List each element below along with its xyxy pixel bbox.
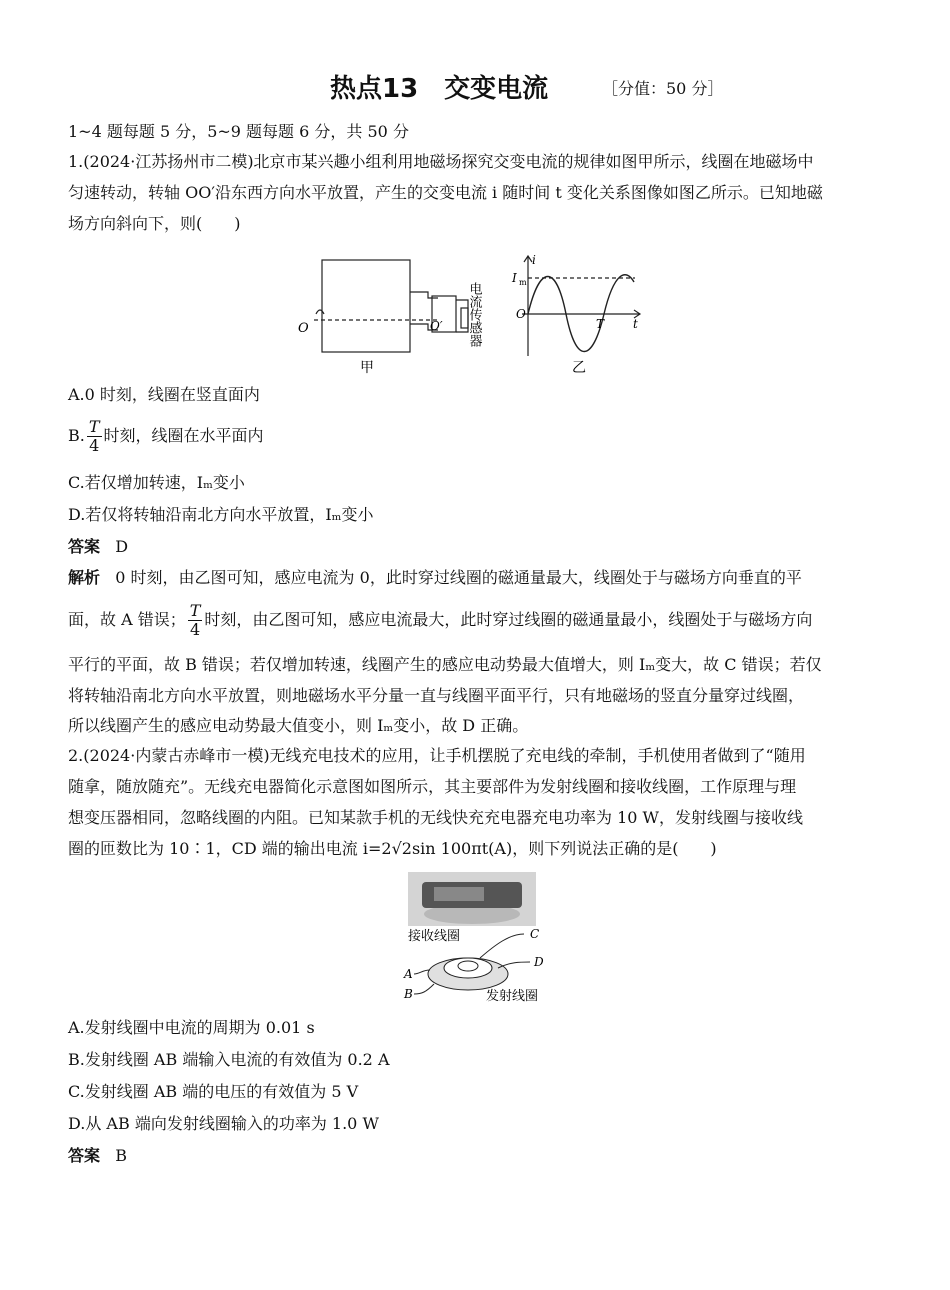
coil-core	[458, 961, 478, 971]
label-Oprime: O′	[430, 319, 443, 333]
wire-b	[414, 984, 434, 994]
q2-stem-line2: 随拿，随放随充”。无线充电器简化示意图如图所示，其主要部件为发射线圈和接收线圈，工作原理与理	[68, 777, 797, 796]
frac-den: 4	[189, 620, 201, 639]
q1-explanation-line5: 所以线圈产生的感应电动势最大值变小，则 Iₘ变小，故 D 正确。	[68, 716, 529, 735]
q1-option-a: A.0 时刻，线圈在竖直面内	[68, 385, 260, 404]
label-i: i	[532, 253, 536, 267]
figure-yi	[522, 256, 640, 356]
label-D: D	[534, 955, 544, 969]
q2-option-d: D.从 AB 端向发射线圈输入的功率为 1.0 W	[68, 1114, 379, 1133]
q2-option-a: A.发射线圈中电流的周期为 0.01 s	[68, 1018, 315, 1037]
wire-top	[410, 292, 438, 298]
label-sensor: 电流传感器	[466, 282, 482, 347]
q1-explanation-line1	[68, 567, 802, 589]
q2-answer	[68, 1145, 127, 1167]
q1-stem-line1: 1.(2024·江苏扬州市二模)北京市某兴趣小组利用地磁场探究交变电流的规律如图甲所示，线圈在地磁场中	[68, 152, 814, 171]
answer-value: B	[115, 1146, 128, 1165]
exp-frac	[188, 602, 203, 639]
label-jia: 甲	[360, 360, 374, 376]
answer-label: 答案	[68, 1146, 101, 1165]
label-B: B	[404, 987, 413, 1001]
answer-value: D	[115, 537, 129, 556]
intro-text: 1~4 题每题 5 分，5~9 题每题 6 分，共 50 分	[68, 122, 409, 141]
exp-post: 时刻，由乙图可知，感应电流最大，此时穿过线圈的磁通量最小，线圈处于与磁场方向	[204, 610, 813, 629]
q1-explanation-line4: 将转轴沿南北方向水平放置，则地磁场水平分量一直与线圈平面平行，只有地磁场的竖直分量穿过线圈，	[68, 686, 805, 705]
label-t: t	[633, 317, 638, 331]
q1-option-b-frac	[87, 418, 102, 455]
q2-stem-line4: 圈的匝数比为 10∶1，CD 端的输出电流 i=2√2sin 100πt(A)，则下列说法正确的是( )	[68, 839, 717, 858]
q1-explanation-line2	[68, 600, 812, 640]
sine-curve	[528, 275, 634, 352]
label-yi: 乙	[572, 360, 586, 376]
label-Im-sub: m	[519, 278, 527, 287]
q1-option-b-pre: B.	[68, 426, 85, 445]
q1-option-b-post: 时刻，线圈在水平面内	[103, 426, 264, 445]
q2-option-b: B.发射线圈 AB 端输入电流的有效值为 0.2 A	[68, 1050, 390, 1069]
label-C: C	[530, 927, 540, 941]
frac-num: T	[88, 417, 100, 436]
q2-stem-line3: 想变压器相同，忽略线圈的内阻。已知某款手机的无线快充充电器充电功率为 10 W，发射线圈与接收线	[68, 808, 803, 827]
explanation-text: 0 时刻，由乙图可知，感应电流为 0，此时穿过线圈的磁通量最大，线圈处于与磁场方向垂直的平	[115, 568, 802, 587]
coil-rect	[322, 260, 410, 352]
label-Im: I	[512, 271, 517, 285]
phone-screen	[434, 887, 484, 901]
label-A: A	[404, 967, 413, 981]
page-title: 热点13 交变电流	[330, 74, 549, 104]
explanation-label: 解析	[68, 568, 101, 587]
q1-explanation-line3: 平行的平面，故 B 错误；若仅增加转速，线圈产生的感应电动势最大值增大，则 Iₘ变大，故 C 错误；若仅	[68, 655, 822, 674]
score-label: ［分值：50 分］	[602, 79, 724, 98]
q1-stem-line2: 匀速转动，转轴 OO′沿东西方向水平放置，产生的交变电流 i 随时间 t 变化关系图像如图乙所示。已知地磁	[68, 183, 823, 202]
answer-label: 答案	[68, 537, 101, 556]
q1-answer	[68, 536, 128, 558]
label-T: T	[596, 317, 605, 331]
label-send: 发射线圈	[486, 989, 539, 1004]
label-origin: O	[516, 307, 526, 321]
q1-option-d: D.若仅将转轴沿南北方向水平放置，Iₘ变小	[68, 505, 374, 524]
rotation-arrow	[316, 310, 324, 314]
q1-option-b	[68, 416, 264, 456]
q1-figure	[290, 248, 650, 376]
label-recv: 接收线圈	[408, 929, 461, 944]
q2-option-c: C.发射线圈 AB 端的电压的有效值为 5 V	[68, 1082, 359, 1101]
wire-c	[480, 934, 524, 958]
exp-pre: 面，故 A 错误；	[68, 610, 186, 629]
frac-den: 4	[89, 436, 100, 455]
q1-option-c: C.若仅增加转速，Iₘ变小	[68, 473, 245, 492]
figure-jia	[314, 260, 468, 352]
q2-figure	[400, 870, 550, 1006]
q1-stem-line3: 场方向斜向下，则( )	[68, 214, 241, 233]
label-O: O	[298, 321, 309, 336]
q2-stem-line1: 2.(2024·内蒙古赤峰市一模)无线充电技术的应用，让手机摆脱了充电线的牵制，手机使用者做到了“随用	[68, 746, 806, 765]
frac-num: T	[189, 601, 201, 620]
